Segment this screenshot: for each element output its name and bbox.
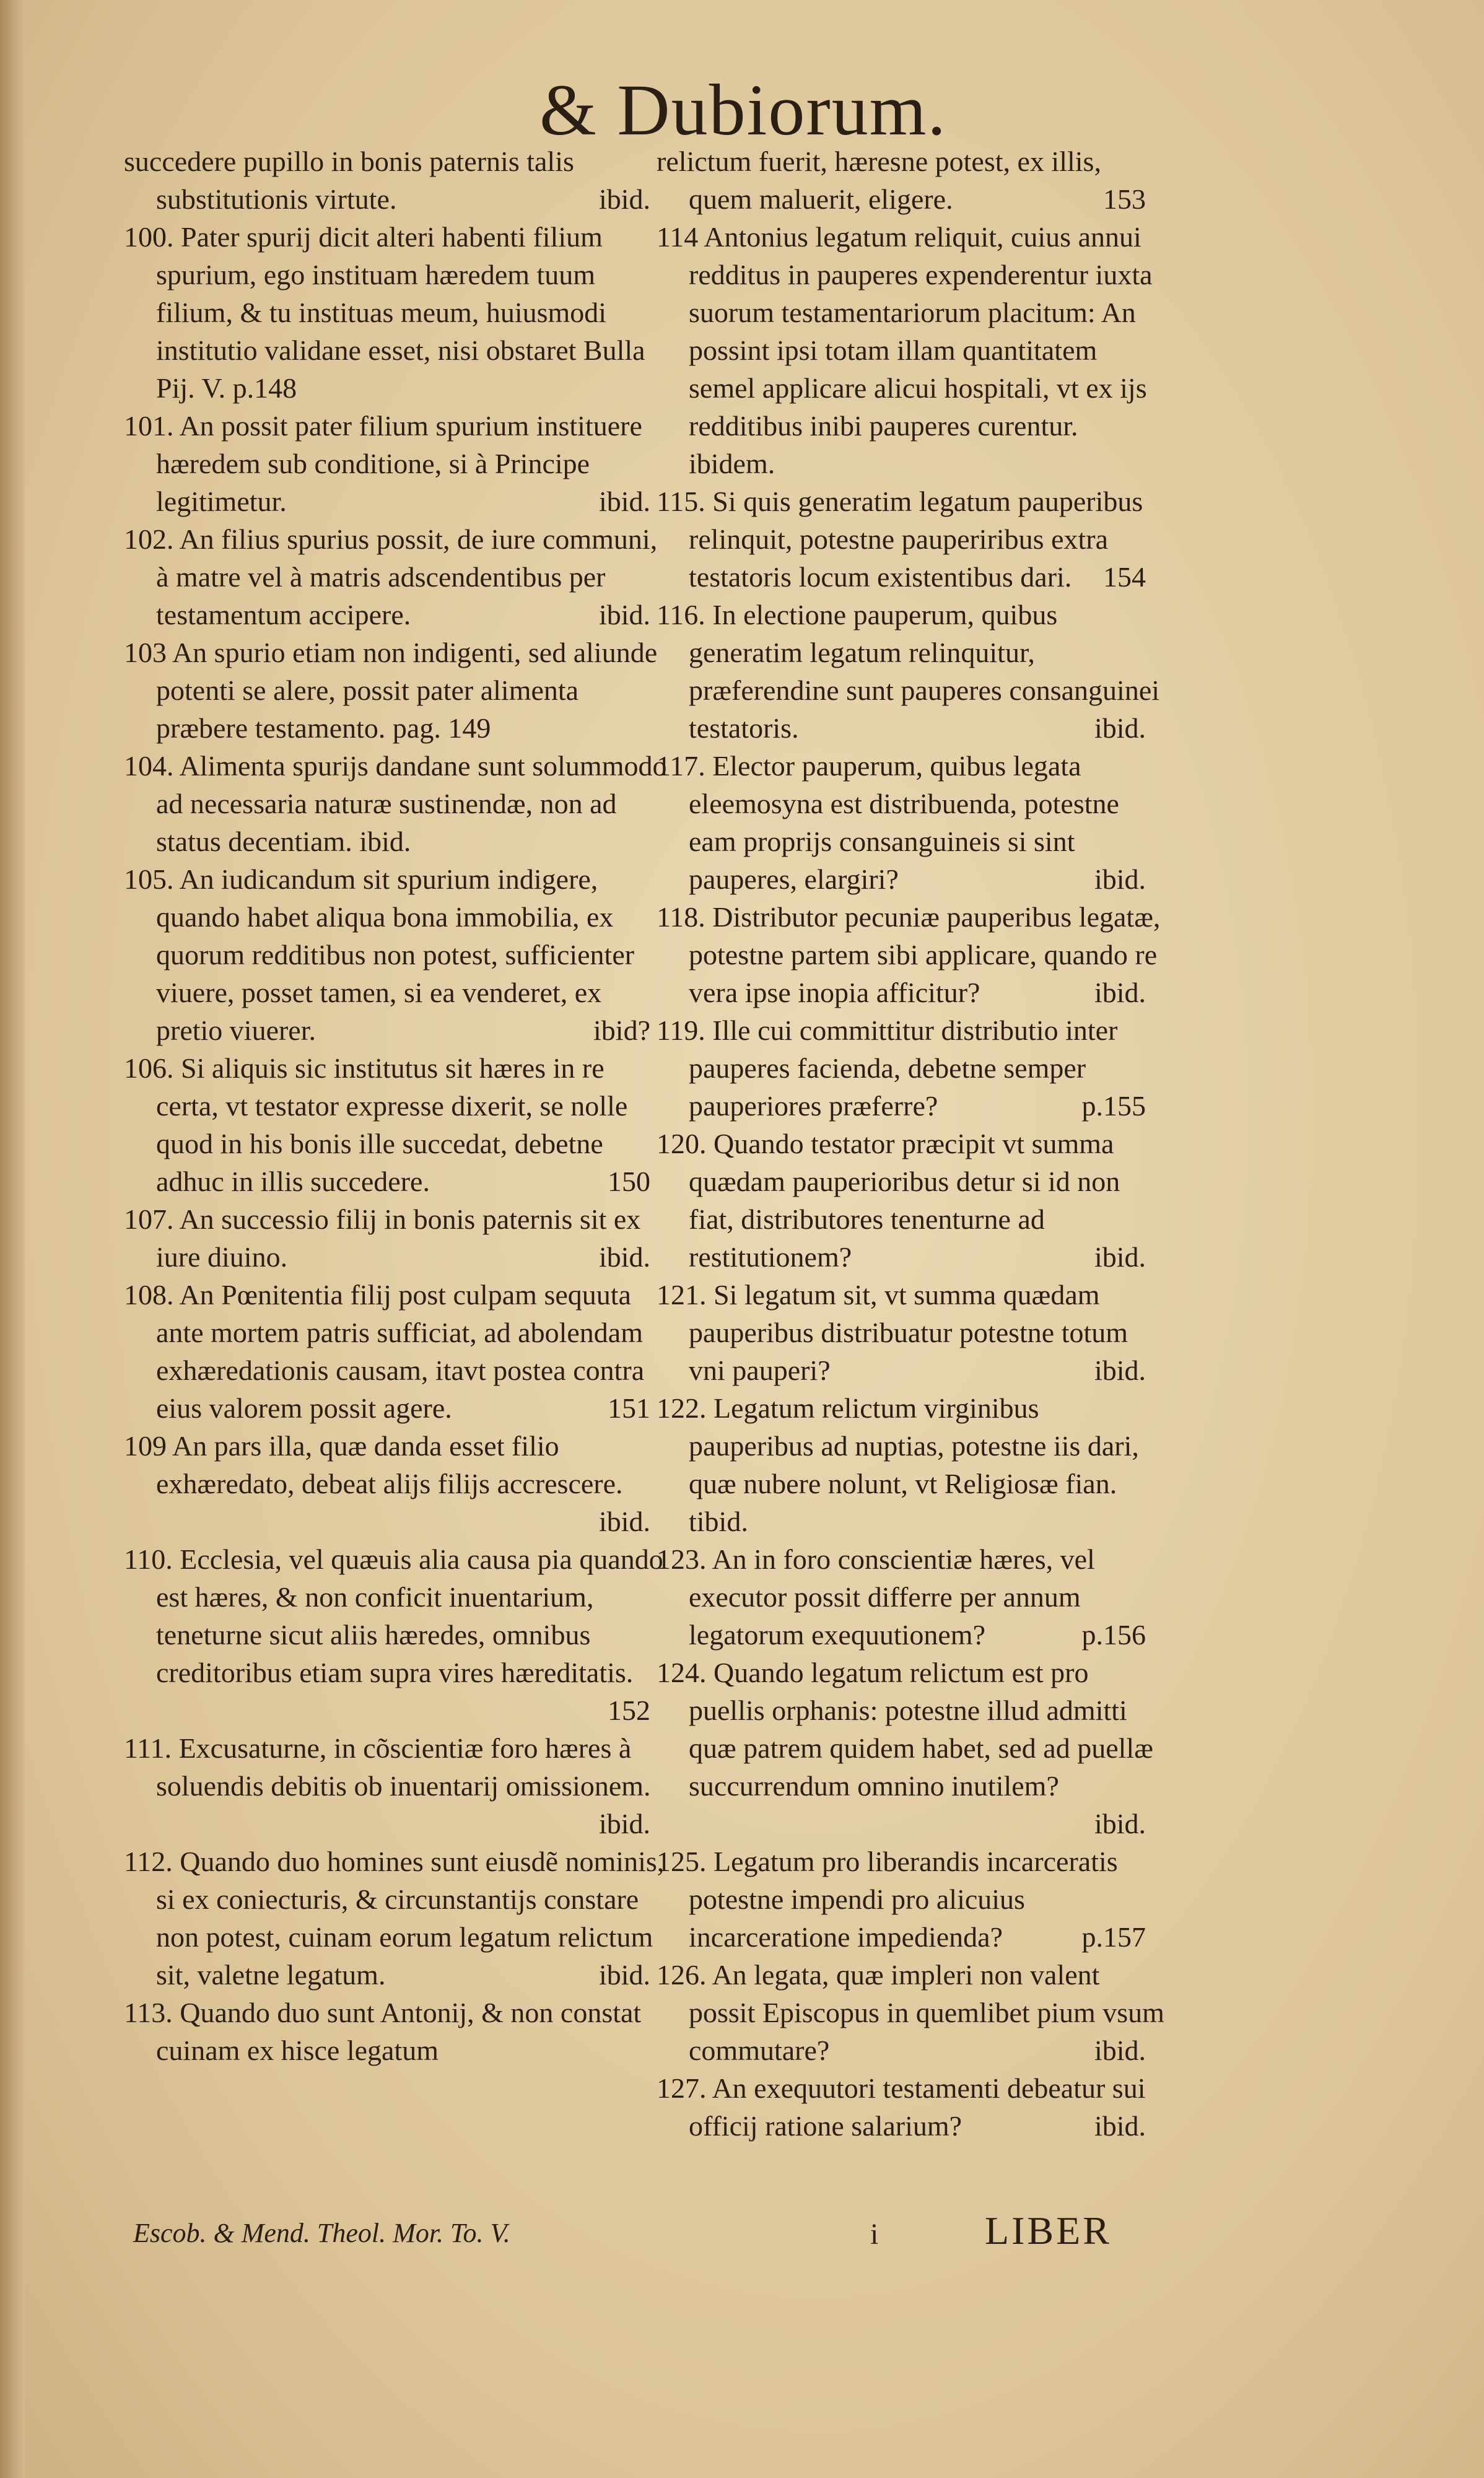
- index-entry: [124, 1049, 669, 1200]
- entry-text: 123. An in foro conscientiæ hæres, vel executor possit differre per annum legatorum exequutionem?: [657, 1543, 1095, 1651]
- signature-line: Escob. & Mend. Theol. Mor. To. V.: [133, 2218, 510, 2248]
- index-entry: [657, 482, 1164, 596]
- index-entry: [124, 1200, 669, 1276]
- index-entry: [657, 1654, 1164, 1843]
- entry-text: 120. Quando testator præcipit vt summa quædam pauperioribus detur si id non fiat, distributores tenenturne ad restitutionem?: [657, 1128, 1120, 1273]
- index-entry: [657, 898, 1164, 1011]
- entry-text: 117. Elector pauperum, quibus legata eleemosyna est distribuenda, potestne eam proprijs consanguineis si sint pauperes, elargiri?: [657, 750, 1119, 895]
- entry-text: 116. In electione pauperum, quibus generatim legatum relinquitur, præferendine sunt pauperes consanguinei testatoris.: [657, 599, 1160, 744]
- entry-page: ibid.: [1094, 863, 1146, 895]
- left-column: [124, 142, 669, 2069]
- page-edge: [0, 0, 25, 2478]
- index-entry: [124, 1540, 669, 1729]
- index-entry: [657, 1389, 1164, 1540]
- entry-page: ibid.: [1094, 2035, 1146, 2066]
- index-entry: [657, 1276, 1164, 1389]
- entry-page: ibid.: [1094, 977, 1146, 1008]
- index-entry: [657, 1011, 1164, 1125]
- entry-text: 113. Quando duo sunt Antonij, & non constat cuinam ex hisce legatum: [124, 1997, 642, 2066]
- entry-text: 107. An successio filij in bonis paternis sit ex iure diuino.: [124, 1203, 641, 1273]
- entry-text: 102. An filius spurius possit, de iure communi, à matre vel à matris adscendentibus per testamentum accipere.: [124, 523, 658, 630]
- right-column: [657, 142, 1164, 2145]
- entry-page: ibid.: [598, 486, 650, 517]
- entry-text: 100. Pater spurij dicit alteri habenti filium spurium, ego instituam hæredem tuum filium, & tu instituas meum, huiusmodi institutio validane esset, nisi obstaret Bulla Pij. V. p.148: [124, 221, 645, 404]
- entry-page: 153: [1103, 183, 1146, 215]
- entry-text: 114 Antonius legatum reliquit, cuius annui redditus in pauperes expenderentur iuxta suorum testamentariorum placitum: An possint ipsi totam illam quantitatem semel applicare alicui hospitali, vt ex ijs redditibus inibi pauperes curentur. ibidem.: [657, 221, 1153, 479]
- index-entry: [657, 2069, 1164, 2145]
- entry-page: ibid.: [598, 1808, 650, 1839]
- index-entry: [124, 1729, 669, 1843]
- entry-page: 154: [1103, 561, 1146, 593]
- index-entry: [657, 1125, 1164, 1276]
- entry-page: 150: [608, 1166, 650, 1197]
- entry-page: ibid.: [1094, 1355, 1146, 1386]
- entry-text: 103 An spurio etiam non indigenti, sed aliunde potenti se alere, possit pater alimenta præbere testamento. pag. 149: [124, 637, 658, 744]
- entry-page: p.157: [1081, 1921, 1146, 1953]
- entry-text: relictum fuerit, hæresne potest, ex illis, quem maluerit, eligere.: [657, 146, 1101, 215]
- entry-text: 110. Ecclesia, vel quæuis alia causa pia quando est hæres, & non conficit inuentarium, teneturne sicut aliis hæredes, omnibus creditoribus etiam supra vires hæreditatis.: [124, 1543, 663, 1688]
- index-entry: [124, 218, 669, 407]
- index-entry: [124, 634, 669, 747]
- entry-page: p.155: [1081, 1090, 1146, 1122]
- entry-text: 119. Ille cui committitur distributio inter pauperes facienda, debetne semper pauperiores præferre?: [657, 1014, 1118, 1122]
- index-entry: [657, 596, 1164, 747]
- entry-text: 111. Excusaturne, in cõscientiæ foro hæres à soluendis debitis ob inuentarij omissionem.: [124, 1732, 651, 1802]
- index-entry: [657, 1540, 1164, 1654]
- index-entry: [657, 1843, 1164, 1956]
- entry-page: ibid.: [1094, 1808, 1146, 1839]
- entry-page: ibid.: [598, 1959, 650, 1991]
- index-entry: [657, 142, 1164, 218]
- running-header: & Dubiorum.: [539, 69, 947, 151]
- entry-text: 127. An exequutori testamenti debeatur sui officij ratione salarium?: [657, 2072, 1146, 2142]
- entry-text: 108. An Pœnitentia filij post culpam sequuta ante mortem patris sufficiat, ad abolendam exhæredationis causam, itavt postea contra eius valorem possit agere.: [124, 1279, 645, 1424]
- entry-page: 152: [608, 1695, 650, 1726]
- index-entry: [124, 1276, 669, 1427]
- index-entry: [124, 1843, 669, 1994]
- index-entry: [124, 860, 669, 1049]
- entry-page: ibid.: [1094, 2110, 1146, 2142]
- entry-text: 126. An legata, quæ impleri non valent possit Episcopus in quemlibet pium vsum commutare?: [657, 1959, 1164, 2066]
- entry-text: 109 An pars illa, quæ danda esset filio exhæredato, debeat alijs filijs accrescere.: [124, 1430, 623, 1499]
- entry-page: ibid.: [1094, 1241, 1146, 1273]
- entry-text: 105. An iudicandum sit spurium indigere, quando habet aliqua bona immobilia, ex quorum redditibus non potest, sufficienter viuere, posset tamen, si ea venderet, ex pretio viuerer.: [124, 863, 635, 1046]
- entry-page: ibid.: [598, 1506, 650, 1537]
- index-entry: [124, 407, 669, 520]
- entry-text: 122. Legatum relictum virginibus pauperibus ad nuptias, potestne iis dari, quæ nubere nolunt, vt Religiosæ fian. tibid.: [657, 1392, 1139, 1537]
- entry-text: 125. Legatum pro liberandis incarceratis potestne impendi pro alicuius incarceratione impedienda?: [657, 1846, 1118, 1953]
- entry-text: 121. Si legatum sit, vt summa quædam pauperibus distribuatur potestne totum vni pauperi?: [657, 1279, 1128, 1386]
- entry-text: 106. Si aliquis sic institutus sit hæres in re certa, vt testator expresse dixerit, se nolle quod in his bonis ille succedat, debetne adhuc in illis succedere.: [124, 1052, 628, 1197]
- entry-text: succedere pupillo in bonis paternis talis substitutionis virtute.: [124, 146, 574, 215]
- entry-text: 115. Si quis generatim legatum pauperibus relinquit, potestne pauperiribus extra testatoris locum existentibus dari.: [657, 486, 1143, 593]
- entry-text: 112. Quando duo homines sunt eiusdẽ nominis, si ex coniecturis, & circunstantijs constare non potest, cuinam eorum legatum relictum sit, valetne legatum.: [124, 1846, 665, 1991]
- entry-page: p.156: [1081, 1619, 1146, 1651]
- index-entry: [657, 218, 1164, 482]
- entry-page: ibid?: [593, 1014, 650, 1046]
- index-entry: [124, 142, 669, 218]
- index-entry: [124, 1427, 669, 1540]
- index-entry: [124, 520, 669, 634]
- entry-text: 104. Alimenta spurijs dandane sunt solummodo ad necessaria naturæ sustinendæ, non ad status decentiam. ibid.: [124, 750, 667, 857]
- index-entry: [657, 747, 1164, 898]
- index-entry: [657, 1956, 1164, 2069]
- entry-page: ibid.: [598, 1241, 650, 1273]
- entry-page: ibid.: [598, 599, 650, 630]
- signature-mark: i: [870, 2218, 879, 2251]
- catchword: LIBER: [985, 2209, 1112, 2253]
- entry-text: 124. Quando legatum relictum est pro puellis orphanis: potestne illud admitti quæ patrem quidem habet, sed ad puellæ succurrendum omnino inutilem?: [657, 1657, 1153, 1802]
- entry-page: ibid.: [598, 183, 650, 215]
- entry-text: 118. Distributor pecuniæ pauperibus legatæ, potestne partem sibi applicare, quando re vera ipse inopia afficitur?: [657, 901, 1161, 1008]
- entry-page: ibid.: [1094, 712, 1146, 744]
- index-entry: [124, 747, 669, 860]
- index-entry: [124, 1994, 669, 2069]
- entry-text: 101. An possit pater filium spurium instituere hæredem sub conditione, si à Principe legitimetur.: [124, 410, 642, 517]
- entry-page: 151: [608, 1392, 650, 1424]
